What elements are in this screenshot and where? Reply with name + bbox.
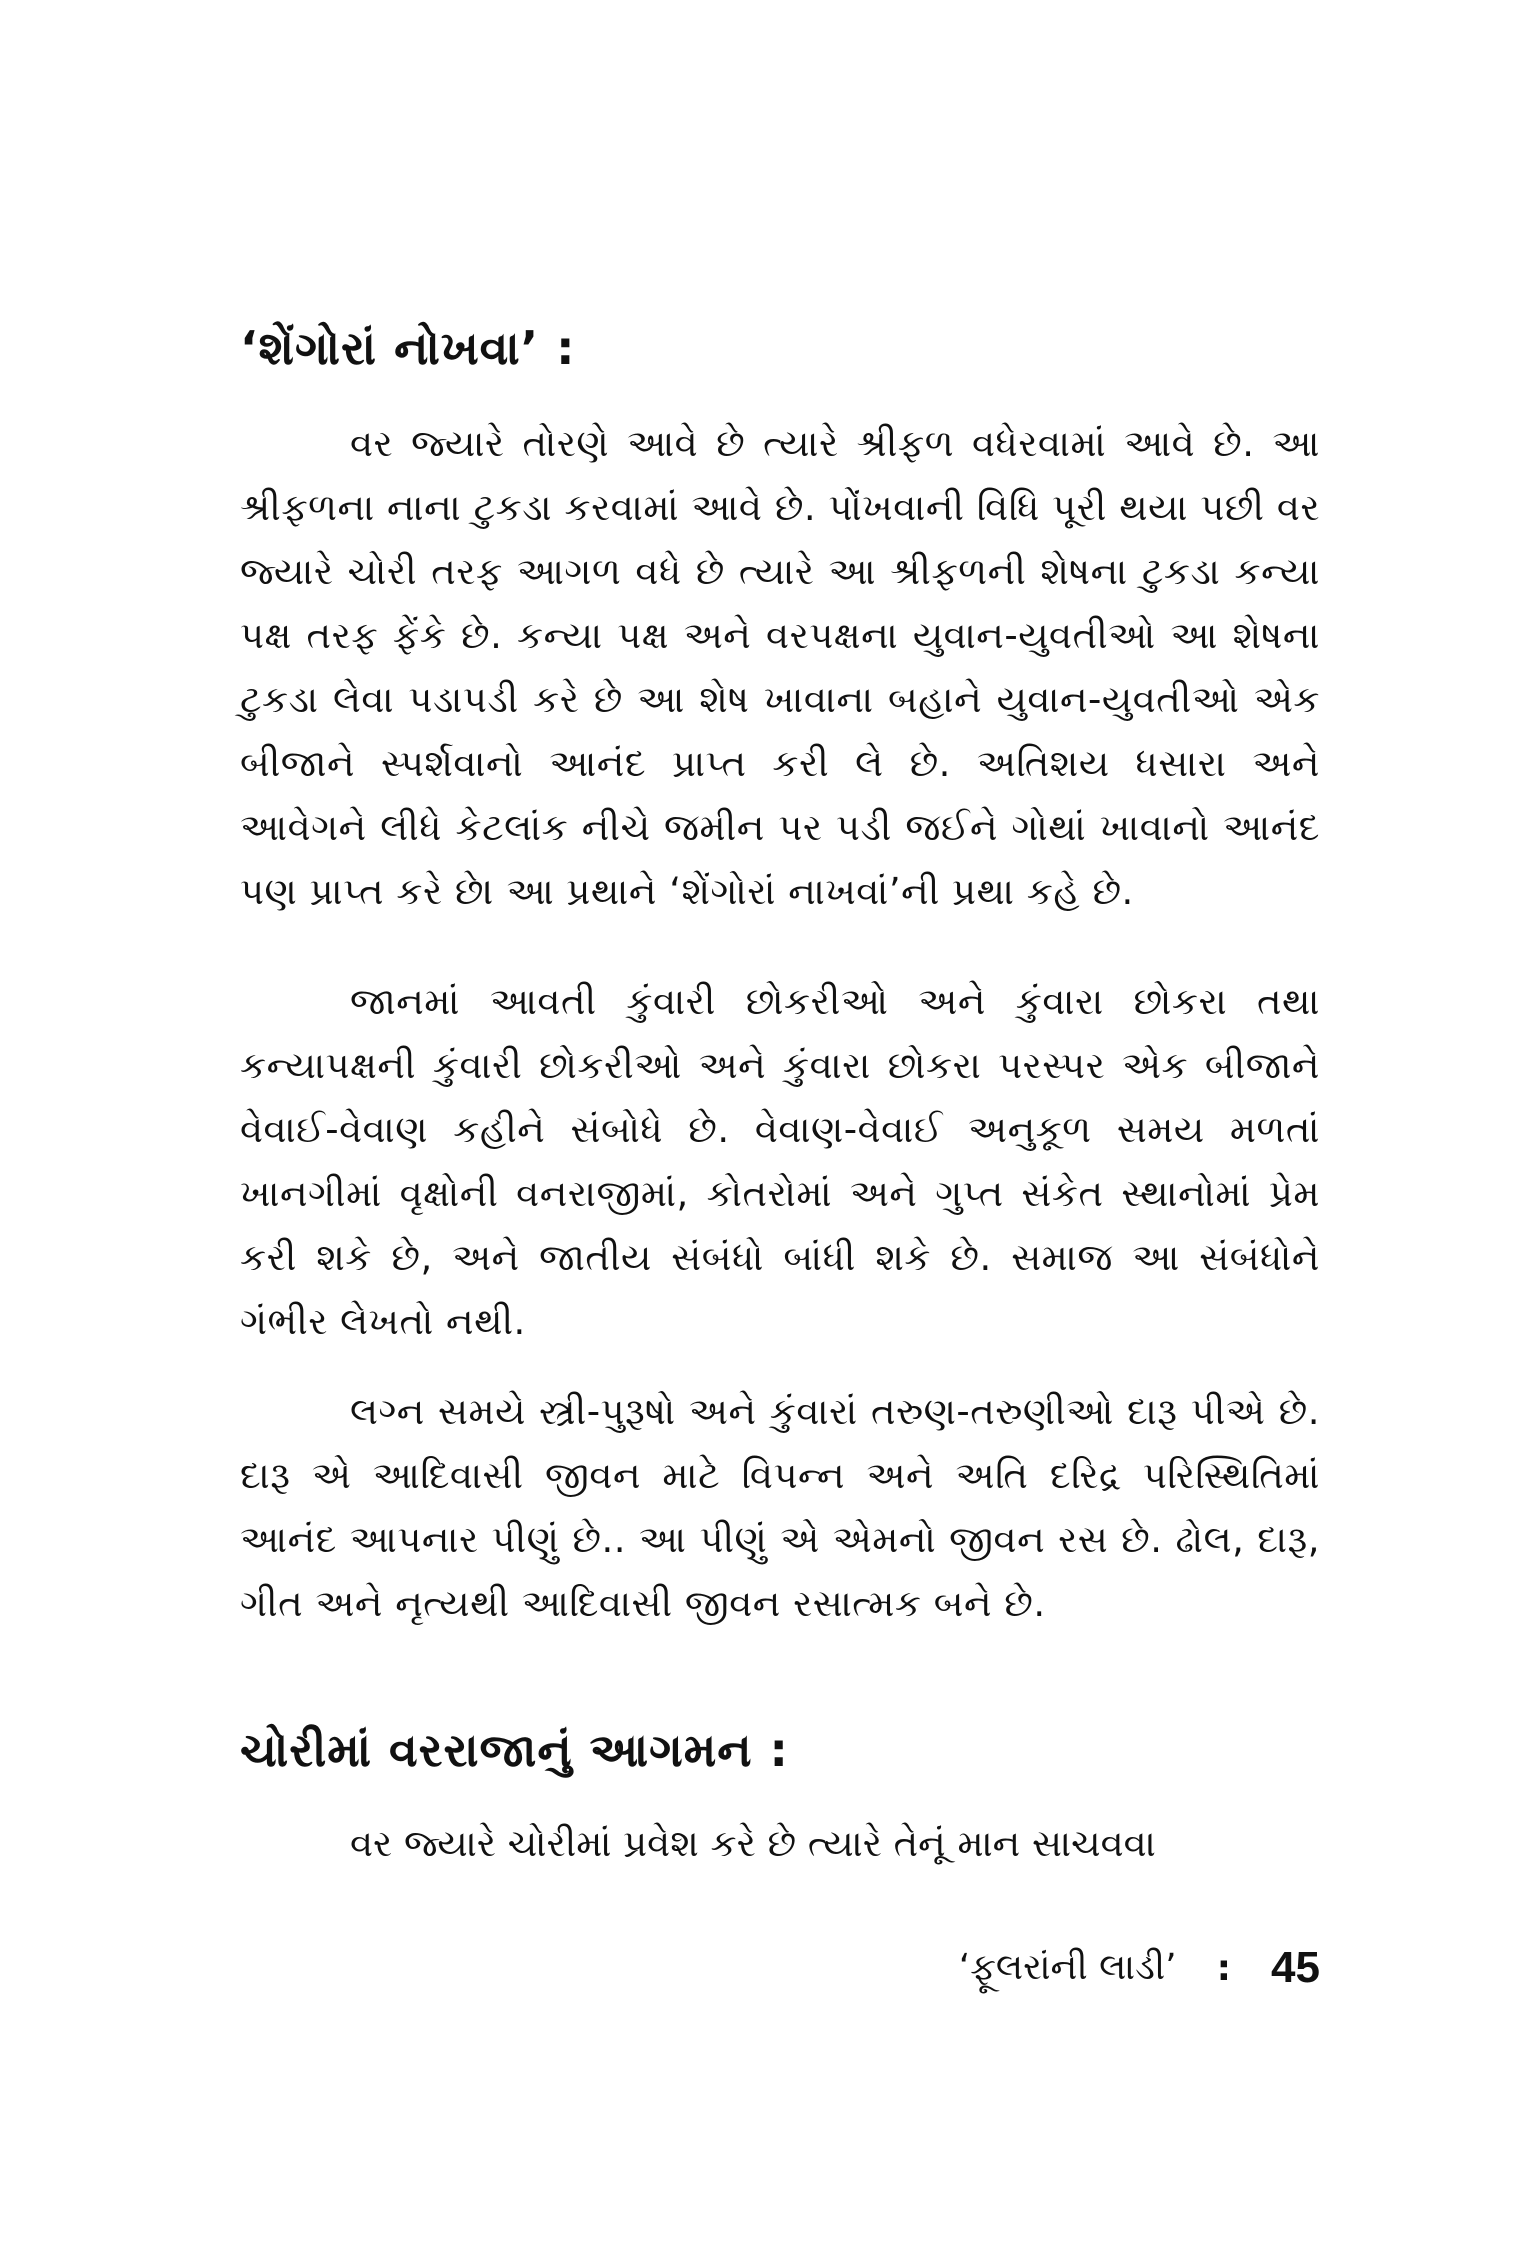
section-heading-shengora-nokhva: ‘શેંગોરાં નોખવા’ : [240,321,576,375]
section-heading-chorima-varraja: ચોરીમાં વરરાજાનું આગમન : [240,1723,789,1777]
page-number: 45 [1271,1943,1320,1992]
paragraph-shengora-custom: વર જ્યારે તોરણે આવે છે ત્યારે શ્રીફળ વધેરવામાં આવે છે. આ શ્રીફળના નાના ટુકડા કરવામાં આવે છે. પોંખવાની વિધિ પૂરી થયા પછી વર જ્યારે ચોરી તરફ આગળ વધે છે ત્યારે આ શ્રીફળની શેષના ટુકડા કન્યા પક્ષ તરફ ફેંકે છે. કન્યા પક્ષ અને વરપક્ષના યુવાન-યુવતીઓ આ શેષના ટુકડા લેવા પડાપડી કરે છે આ શેષ ખાવાના બહાને યુવાન-યુવતીઓ એક બીજાને સ્પર્શવાનો આનંદ પ્રાપ્ત કરી લે છે. અતિશય ધસારા અને આવેગને લીધે કેટલાંક નીચે જમીન પર પડી જઈને ગોથાં ખાવાનો આનંદ પણ પ્રાપ્ત કરે છે। આ પ્રથાને ‘શેંગોરાં નાખવાં’ની પ્રથા કહે છે. [240,422,1320,913]
paragraph-chori-pravesh: વર જ્યારે ચોરીમાં પ્રવેશ કરે છે ત્યારે તેનૂં માન સાચવવા [350,1822,1156,1865]
running-title: ‘ફૂલરાંની લાડી’ [958,1947,1177,1988]
footer-separator: : [1216,1947,1232,1989]
page-footer [920,1938,1320,1998]
paragraph-daru: લગ્ન સમયે સ્ત્રી-પુરૂષો અને કુંવારાં તરુણ-તરુણીઓ દારૂ પીએ છે. દારૂ એ આદિવાસી જીવન માટે વિપન્ન અને અતિ દરિદ્ર પરિસ્થિતિમાં આનંદ આપનાર પીણું છે.. આ પીણું એ એમનો જીવન રસ છે. ઢોલ, દારૂ, ગીત અને નૃત્યથી આદિવાસી જીવન રસાત્મક બને છે. [240,1390,1320,1625]
paragraph-vevai-vevan: જાનમાં આવતી કુંવારી છોકરીઓ અને કુંવારા છોકરા તથા કન્યાપક્ષની કુંવારી છોકરીઓ અને કુંવારા છોકરા પરસ્પર એક બીજાને વેવાઈ-વેવાણ કહીને સંબોધે છે. વેવાણ-વેવાઈ અનુકૂળ સમય મળતાં ખાનગીમાં વૃક્ષોની વનરાજીમાં, કોતરોમાં અને ગુપ્ત સંકેત સ્થાનોમાં પ્રેમ કરી શકે છે, અને જાતીય સંબંધો બાંધી શકે છે. સમાજ આ સંબંધોને ગંભીર લેખતો નથી. [240,980,1320,1343]
